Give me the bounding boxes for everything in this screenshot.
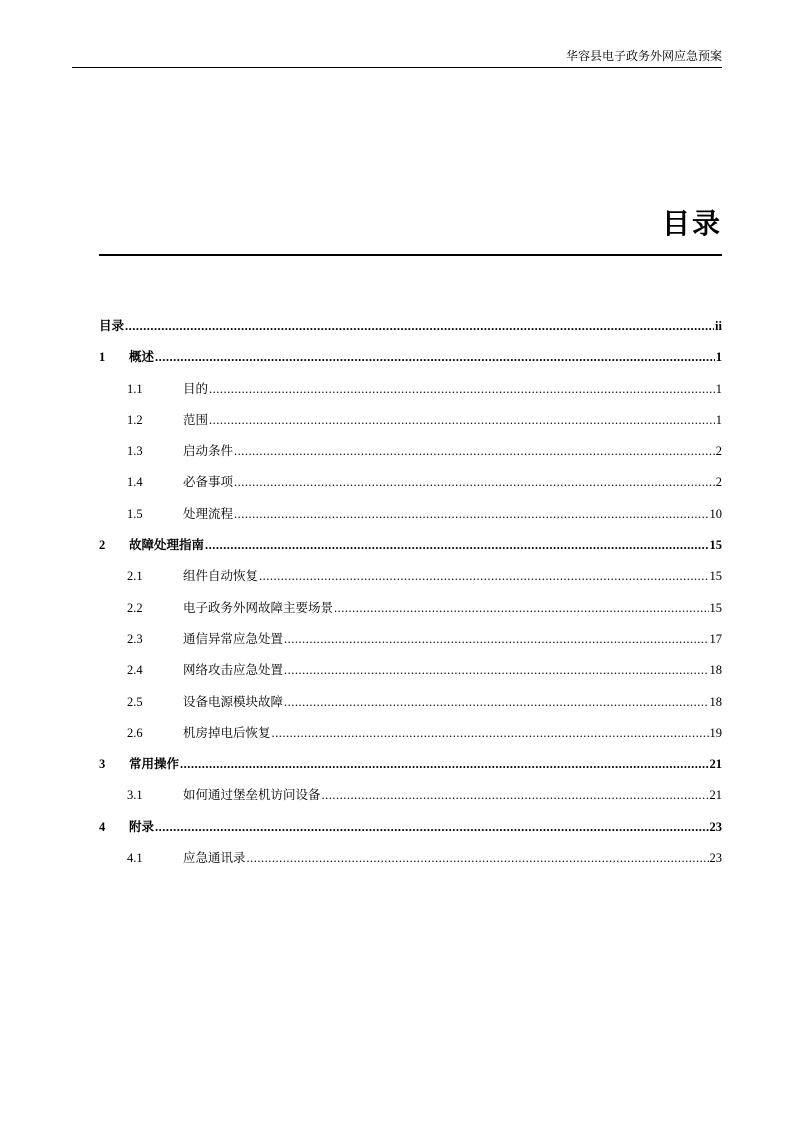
toc-entry[interactable] — [99, 441, 722, 472]
toc-entry-label[interactable]: 目录 — [99, 318, 125, 333]
toc-entry-number: 1.1 — [127, 381, 143, 396]
toc-entry-page-number: 15 — [709, 600, 722, 615]
toc-entry-label[interactable]: 常用操作 — [129, 756, 180, 772]
toc-dot-leader — [284, 629, 708, 649]
toc-entry[interactable] — [99, 598, 722, 629]
toc-entry-label[interactable]: 如何通过堡垒机访问设备 — [183, 787, 321, 803]
toc-dot-leader — [234, 504, 708, 524]
toc-entry-label[interactable]: 通信异常应急处置 — [183, 630, 284, 646]
toc-entry-number: 2.1 — [127, 569, 143, 584]
toc-entry-label[interactable]: 范围 — [183, 411, 209, 427]
header-doc-title: 华容县电子政务外网应急预案 — [565, 49, 722, 63]
toc-entry-page-number: 21 — [709, 788, 722, 803]
toc-entry-number: 1.5 — [127, 506, 143, 521]
toc-entry-number: 4.1 — [127, 851, 143, 866]
toc-entry-number: 3 — [99, 757, 106, 772]
toc-entry[interactable] — [99, 660, 722, 691]
toc-entry[interactable] — [99, 848, 722, 879]
toc-dot-leader — [125, 316, 714, 336]
toc-entry-label[interactable]: 必备事项 — [183, 474, 234, 490]
toc-entry-label[interactable]: 应急通讯录 — [183, 850, 246, 866]
toc-dot-leader — [234, 472, 715, 492]
toc-entry-number: 4 — [99, 819, 106, 834]
toc-entry[interactable] — [99, 629, 722, 660]
toc-entry-label[interactable]: 组件自动恢复 — [183, 568, 259, 584]
toc-entry-number: 2.6 — [127, 725, 143, 740]
toc-entry-page-number: 21 — [709, 757, 722, 772]
toc-entry[interactable] — [99, 692, 722, 723]
toc-dot-leader — [334, 598, 708, 618]
toc-entry-label[interactable]: 设备电源模块故障 — [183, 693, 284, 709]
title-divider — [99, 254, 722, 256]
toc-dot-leader — [272, 723, 709, 743]
toc-entry-label[interactable]: 附录 — [129, 818, 155, 834]
toc-entry-number: 1.3 — [127, 444, 143, 459]
toc-entry[interactable] — [99, 754, 722, 785]
toc-dot-leader — [205, 535, 708, 555]
toc-entry[interactable] — [99, 817, 722, 848]
toc-entry-page-number: 18 — [709, 694, 722, 709]
toc-entry[interactable] — [99, 316, 722, 347]
toc-entry-number: 2.2 — [127, 600, 143, 615]
toc-entry[interactable] — [99, 472, 722, 503]
toc-dot-leader — [284, 660, 708, 680]
toc-dot-leader — [209, 410, 715, 430]
toc-entry-number: 1.4 — [127, 475, 143, 490]
toc-entry[interactable] — [99, 723, 722, 754]
toc-entry-number: 2.4 — [127, 663, 143, 678]
toc-entry-page-number: 1 — [715, 350, 722, 365]
toc-entry[interactable] — [99, 535, 722, 566]
toc-entry-page-number: 1 — [715, 381, 722, 396]
toc-entry-page-number: 10 — [709, 506, 722, 521]
toc-entry-number: 1.2 — [127, 412, 143, 427]
toc-entry[interactable] — [99, 410, 722, 441]
toc-entry-page-number: 17 — [709, 631, 722, 646]
toc-entry[interactable] — [99, 785, 722, 816]
toc-entry-page-number: 2 — [715, 444, 722, 459]
toc-entry-page-number: 15 — [709, 569, 722, 584]
toc-entry[interactable] — [99, 566, 722, 597]
toc-entry[interactable] — [99, 504, 722, 535]
toc-entry-page-number: 23 — [709, 851, 722, 866]
toc-entry-number: 3.1 — [127, 788, 143, 803]
toc-dot-leader — [209, 379, 715, 399]
table-of-contents — [99, 316, 722, 879]
toc-entry[interactable] — [99, 379, 722, 410]
toc-entry-label[interactable]: 网络攻击应急处置 — [183, 662, 284, 678]
toc-entry-page-number: 15 — [709, 538, 722, 553]
toc-entry-label[interactable]: 机房掉电后恢复 — [183, 724, 271, 740]
toc-entry-page-number: 23 — [709, 819, 722, 834]
toc-entry-number: 2 — [99, 538, 106, 553]
toc-entry-number: 1 — [99, 350, 106, 365]
toc-dot-leader — [180, 754, 708, 774]
toc-dot-leader — [234, 441, 715, 461]
toc-entry-label[interactable]: 故障处理指南 — [129, 537, 205, 553]
toc-heading: 目录 — [661, 207, 722, 240]
toc-entry-page-number: 1 — [715, 412, 722, 427]
toc-entry-number: 2.5 — [127, 694, 143, 709]
toc-entry-label[interactable]: 处理流程 — [183, 505, 234, 521]
toc-dot-leader — [284, 692, 708, 712]
page-header — [72, 50, 722, 68]
toc-entry-page-number: 19 — [709, 725, 722, 740]
toc-entry-number: 2.3 — [127, 631, 143, 646]
toc-entry-label[interactable]: 电子政务外网故障主要场景 — [183, 599, 334, 615]
toc-entry[interactable] — [99, 347, 722, 378]
toc-entry-page-number: 18 — [709, 663, 722, 678]
toc-entry-label[interactable]: 启动条件 — [183, 443, 234, 459]
toc-dot-leader — [259, 566, 708, 586]
toc-entry-page-number: ii — [715, 319, 722, 333]
toc-entry-label[interactable]: 目的 — [183, 380, 209, 396]
toc-entry-label[interactable]: 概述 — [129, 349, 155, 365]
toc-dot-leader — [322, 785, 709, 805]
toc-dot-leader — [247, 848, 709, 868]
toc-dot-leader — [155, 347, 715, 367]
toc-dot-leader — [155, 817, 708, 837]
toc-entry-page-number: 2 — [715, 475, 722, 490]
